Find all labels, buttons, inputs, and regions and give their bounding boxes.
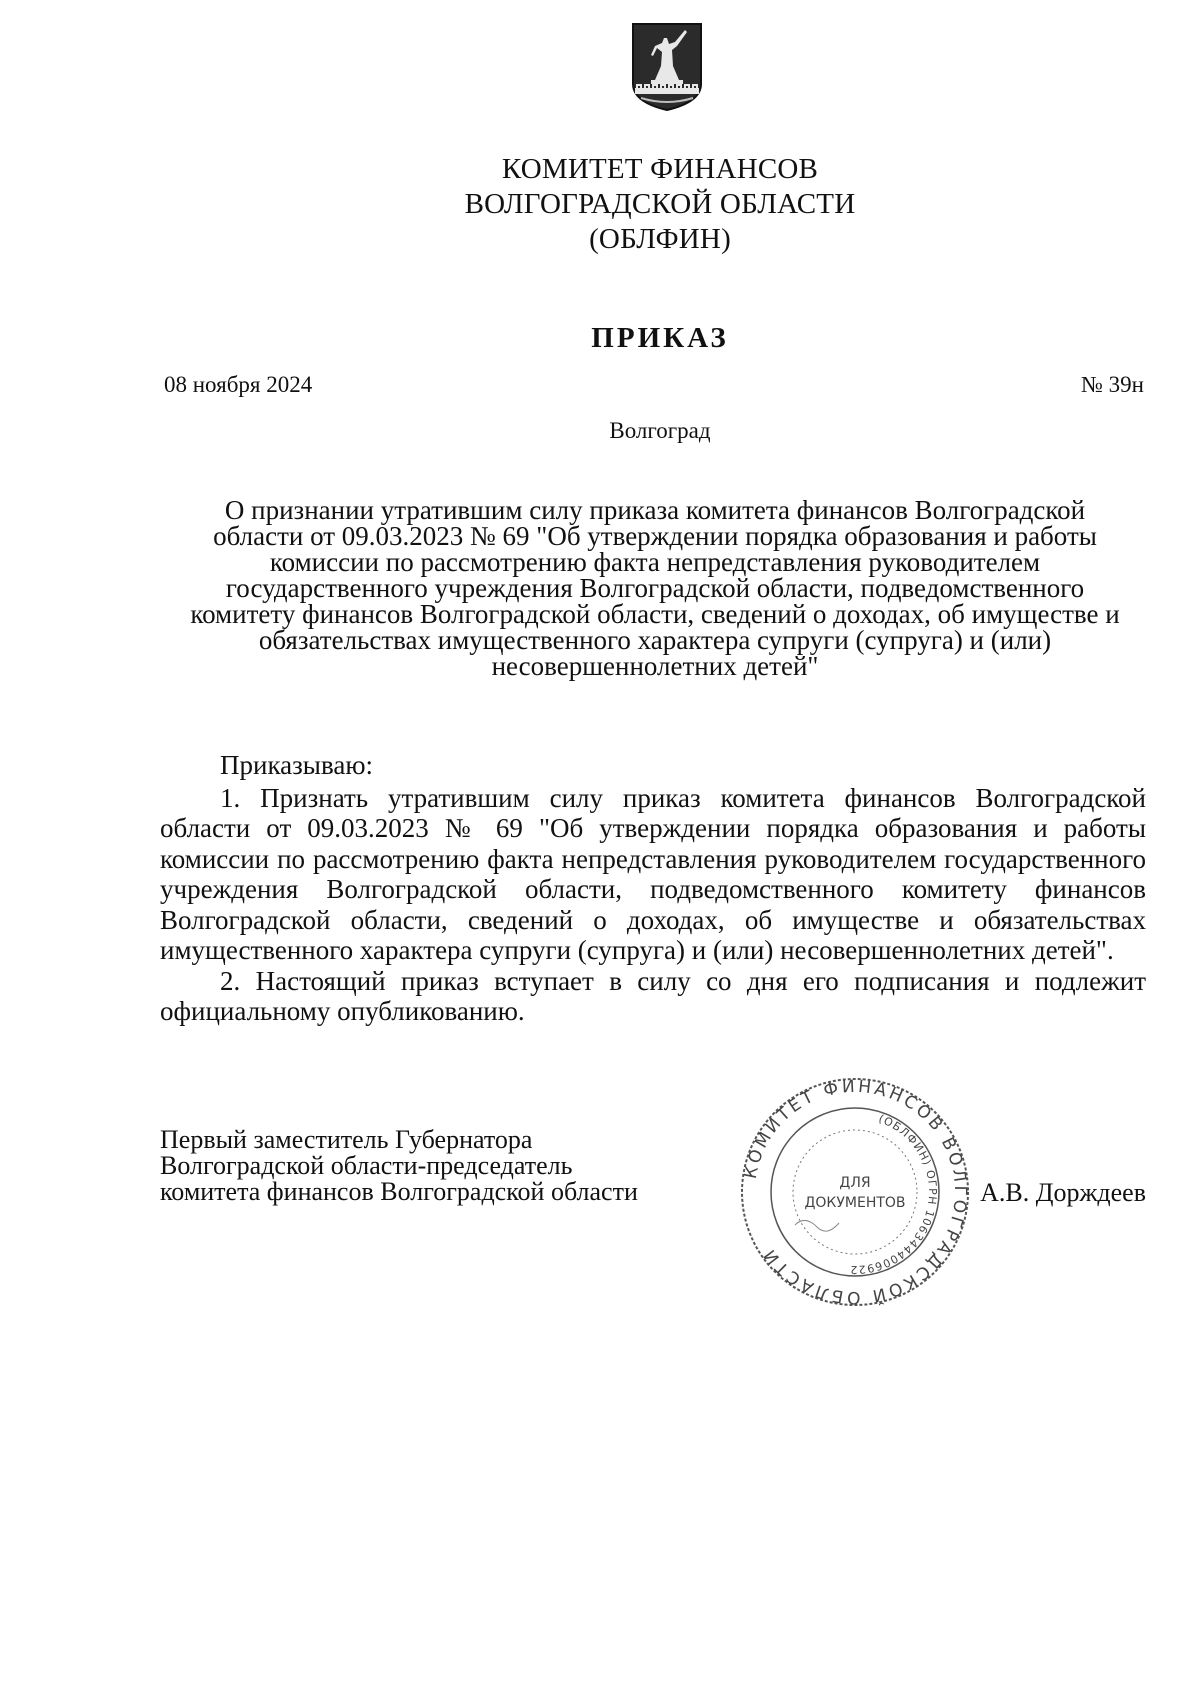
subject-line: обязательствах имущественного характера супруги (супруга) и (или) <box>258 625 1052 655</box>
subject-line: несовершеннолетних детей" <box>491 651 819 681</box>
signatory-title <box>160 1127 638 1205</box>
seal-center-line-1: ДЛЯ <box>839 1175 871 1191</box>
document-city: Волгоград <box>609 418 711 443</box>
seal-outer-text: КОМИТЕТ ФИНАНСОВ ВОЛГОГРАДСКОЙ ОБЛАСТИ <box>740 1076 971 1308</box>
document-body <box>160 750 1146 1027</box>
subject-line: О признании утратившим силу приказа комитета финансов Волгоградской <box>224 495 1086 525</box>
organization-header <box>300 152 1020 257</box>
signatory-title-line: комитета финансов Волгоградской области <box>160 1177 638 1206</box>
official-round-seal-icon <box>735 1075 975 1310</box>
document-subject <box>160 497 1150 679</box>
seal-inner-text: (ОБЛФИН) ОГРН 1063444006922 <box>849 1112 940 1277</box>
org-line-2: ВОЛГОГРАДСКОЙ ОБЛАСТИ <box>464 188 856 220</box>
org-line-1: КОМИТЕТ ФИНАНСОВ <box>501 153 819 185</box>
document-number: № 39н <box>1080 372 1144 397</box>
signatory-title-line: Первый заместитель Губернатора <box>160 1125 533 1154</box>
volgograd-region-coat-of-arms-icon <box>631 22 703 112</box>
subject-line: комитету финансов Волгоградской области, сведений о доходах, об имуществе и <box>190 599 1120 629</box>
document-type: ПРИКАЗ <box>591 322 729 354</box>
signatory-title-line: Волгоградской области-председатель <box>160 1151 573 1180</box>
order-paragraph-2: 2. Настоящий приказ вступает в силу со дня его подписания и подлежит официальному опубликованию. <box>160 965 1146 1026</box>
document-date: 08 ноября 2024 <box>164 372 313 397</box>
subject-line: области от 09.03.2023 № 69 "Об утверждении порядка образования и работы <box>213 521 1097 551</box>
subject-line: комиссии по рассмотрению факта непредставления руководителем <box>269 547 1041 577</box>
order-paragraph-1: 1. Признать утратившим силу приказ комитета финансов Волгоградской области от 09.03.2023 № 69 "Об утверждении порядка образования и работы комиссии по рассмотрению факта непредставления руководителем государственного учреждения Волгоградской области, подведомственного комитету финансов Волгоградской области, сведений о доходах, об имуществе и обязательствах имущественного характера супруги (супруга) и (или) несовершеннолетних детей". <box>160 782 1146 965</box>
subject-line: государственного учреждения Волгоградской области, подведомственного <box>225 573 1085 603</box>
org-line-3: (ОБЛФИН) <box>589 223 731 255</box>
seal-center-line-2: ДОКУМЕНТОВ <box>804 1195 906 1211</box>
signatory-name: А.В. Дорждеев <box>980 1178 1146 1207</box>
order-preamble: Приказываю: <box>220 750 373 780</box>
